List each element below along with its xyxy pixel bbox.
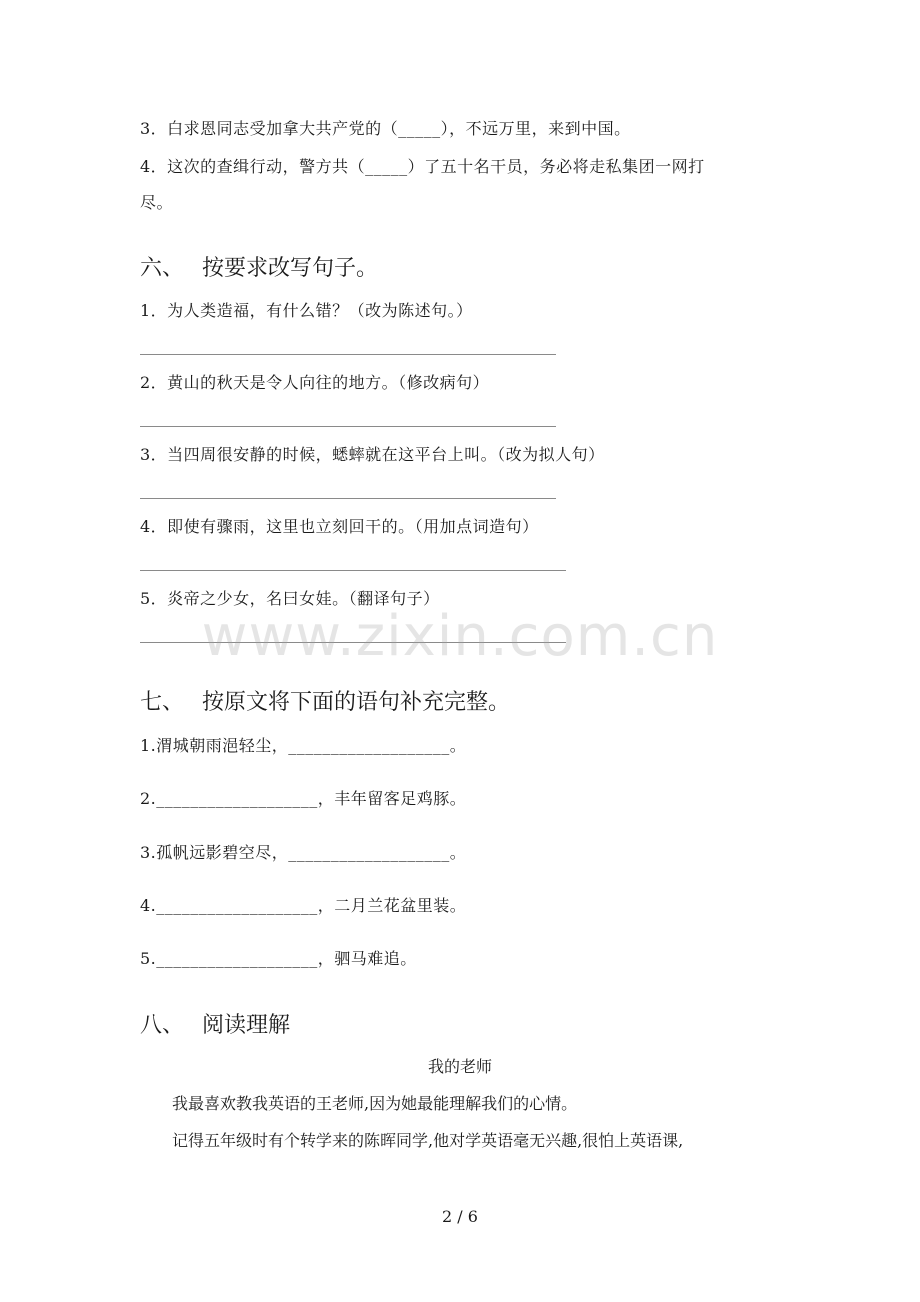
passage-title: 我的老师	[427, 1057, 492, 1076]
question-5-item-3: 3．白求恩同志受加拿大共产党的（_____），不远万里，来到中国。	[140, 119, 631, 138]
section-7-number: 七、	[140, 690, 185, 715]
section-8-number: 八、	[140, 1013, 185, 1038]
fill-in-item-1: 1.渭城朝雨浥轻尘，___________________。	[140, 736, 467, 755]
section-7-heading	[140, 688, 510, 718]
answer-line[interactable]	[140, 570, 566, 571]
rewrite-item-1: 1．为人类造福，有什么错？（改为陈述句。）	[140, 301, 473, 320]
section-6-number: 六、	[140, 256, 185, 281]
passage-paragraph-2: 记得五年级时有个转学来的陈晖同学,他对学英语毫无兴趣,很怕上英语课,	[172, 1131, 684, 1150]
answer-line[interactable]	[140, 498, 556, 499]
section-8-heading	[140, 1011, 290, 1041]
fill-in-item-5: 5.___________________，驷马难追。	[140, 949, 417, 968]
section-6-title: 按要求改写句子。	[202, 256, 379, 281]
rewrite-item-2: 2．黄山的秋天是令人向往的地方。（修改病句）	[140, 373, 490, 392]
section-6-heading	[140, 254, 378, 284]
question-5-item-4: 4．这次的查缉行动，警方共（_____）了五十名干员，务必将走私集团一网打	[140, 157, 705, 176]
passage-paragraph-1: 我最喜欢教我英语的王老师,因为她最能理解我们的心情。	[172, 1094, 578, 1113]
section-7-title: 按原文将下面的语句补充完整。	[202, 690, 511, 715]
section-8-title: 阅读理解	[202, 1013, 291, 1038]
watermark: www.zixin.com.cn	[201, 604, 719, 669]
fill-in-item-2: 2.___________________，丰年留客足鸡豚。	[140, 789, 467, 808]
rewrite-item-3: 3．当四周很安静的时候，蟋蟀就在这平台上叫。（改为拟人句）	[140, 445, 605, 464]
page-number: 2 / 6	[442, 1207, 478, 1226]
fill-in-item-3: 3.孤帆远影碧空尽，___________________。	[140, 843, 467, 862]
fill-in-item-4: 4.___________________，二月兰花盆里装。	[140, 896, 467, 915]
answer-line[interactable]	[140, 354, 556, 355]
rewrite-item-4: 4．即使有骤雨，这里也立刻回干的。（用加点词造句）	[140, 517, 539, 536]
answer-line[interactable]	[140, 426, 556, 427]
rewrite-item-5: 5．炎帝之少女，名曰女娃。（翻译句子）	[140, 589, 440, 608]
question-5-item-4-continued: 尽。	[140, 193, 174, 212]
